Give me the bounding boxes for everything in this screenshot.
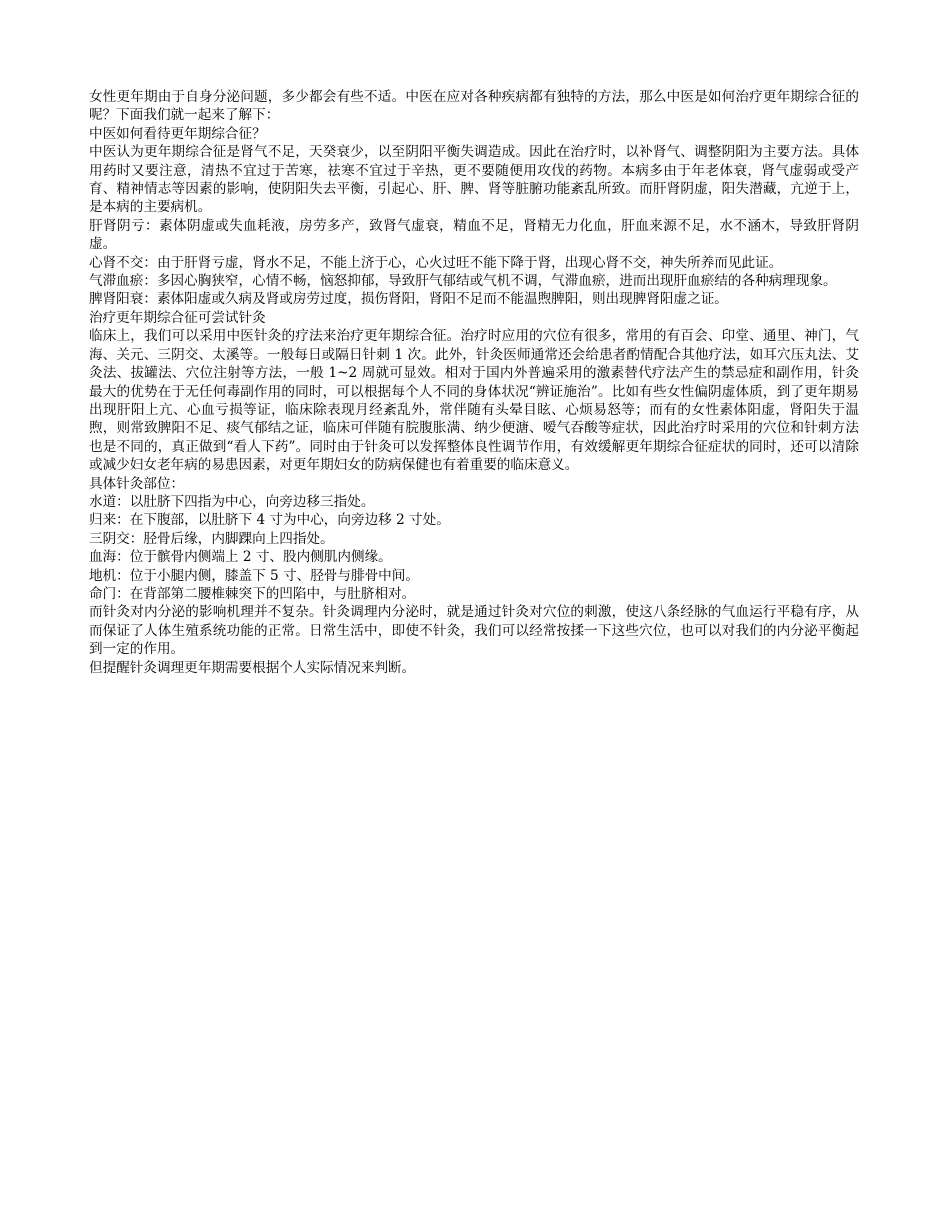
section-heading-tcm-view: 中医如何看待更年期综合征？ (89, 125, 266, 142)
acupoint-guilai: 归来：在下腹部，以肚脐下 4 寸为中心，向旁边移 2 寸处。 (89, 512, 450, 529)
syndrome-heart-kidney-disharmony: 心肾不交：由于肝肾亏虚，肾水不足，不能上济于心，心火过旺不能下降于肾，出现心肾不交，神失所养而见此证。 (89, 254, 783, 271)
acupoint-xuehai: 血海：位于髌骨内侧端上 2 寸、股内侧肌内侧缘。 (89, 549, 392, 566)
acupoint-sanyinjiao: 三阴交：胫骨后缘，内脚踝向上四指处。 (89, 530, 334, 547)
acupoint-mingmen: 命门：在背部第二腰椎棘突下的凹陷中，与肚脐相对。 (89, 585, 416, 602)
acupoint-shuidao: 水道：以肚脐下四指为中心，向旁边移三指处。 (89, 493, 375, 510)
syndrome-liver-kidney-yin-deficiency: 肝肾阴亏：素体阴虚或失血耗液，房劳多产，致肾气虚衰，精血不足，肾精无力化血，肝血来源不足，水不涵木，导致肝肾阴虚。 (89, 217, 859, 253)
acupoint-diji: 地机：位于小腿内侧，膝盖下 5 寸、胫骨与腓骨中间。 (89, 567, 419, 584)
intro-paragraph: 女性更年期由于自身分泌问题，多少都会有些不适。中医在应对各种疾病都有独特的方法，那么中医是如何治疗更年期综合征的呢？下面我们就一起来了解下： (89, 89, 859, 124)
syndrome-qi-stagnation-blood-stasis: 气滞血瘀：多因心胸狭窄，心情不畅，恼怒抑郁，导致肝气郁结或气机不调，气滞血瘀，进而出现肝血瘀结的各种病理现象。 (89, 273, 837, 290)
syndrome-spleen-kidney-yang-decline: 脾肾阳衰：素体阳虚或久病及肾或房劳过度，损伤肾阳，肾阳不足而不能温煦脾阳，则出现脾肾阳虚之证。 (89, 291, 728, 308)
tcm-view-paragraph: 中医认为更年期综合征是肾气不足，天癸衰少，以至阴阳平衡失调造成。因此在治疗时，以补肾气、调整阴阳为主要方法。具体用药时又要注意，清热不宜过于苦寒，祛寒不宜过于辛热，更不要随便用攻伐的药物。本病多由于年老体衰，肾气虚弱或受产育、精神情志等因素的影响，使阴阳失去平衡，引起心、肝、脾、肾等脏腑功能紊乱所致。而肝肾阴虚，阳失潜藏，亢逆于上，是本病的主要病机。 (89, 144, 859, 216)
section-heading-acupoints: 具体针灸部位： (89, 475, 185, 492)
mechanism-paragraph: 而针灸对内分泌的影响机理并不复杂。针灸调理内分泌时，就是通过针灸对穴位的刺激，使这八条经脉的气血运行平稳有序，从而保证了人体生殖系统功能的正常。日常生活中，即使不针灸，我们可以经常按揉一下这些穴位，也可以对我们的内分泌平衡起到一定的作用。 (89, 604, 859, 658)
section-heading-acupuncture: 治疗更年期综合征可尝试针灸 (89, 309, 266, 326)
acupuncture-paragraph: 临床上，我们可以采用中医针灸的疗法来治疗更年期综合征。治疗时应用的穴位有很多，常用的有百会、印堂、通里、神门，气海、关元、三阴交、太溪等。一般每日或隔日针刺 1 次。此外，针灸医师通常还会给患者酌情配合其他疗法，如耳穴压丸法、艾灸法、拔罐法、穴位注射等方法，一般 1~2 周就可显效。相对于国内外普遍采用的激素替代疗法产生的禁忌症和副作用，针灸最大的优势在于无任何毒副作用的同时，可以根据每个人不同的身体状况“辨证施治”。比如有些女性偏阴虚体质，到了更年期易出现肝阳上亢、心血亏损等证，临床除表现月经紊乱外，常伴随有头晕目眩、心烦易怒等；而有的女性素体阳虚，肾阳失于温煦，则常致脾阳不足、痰气郁结之证，临床可伴随有脘腹胀满、纳少便溏、嗳气吞酸等症状，因此治疗时采用的穴位和针刺方法也是不同的，真正做到“看人下药”。同时由于针灸可以发挥整体良性调节作用，有效缓解更年期综合征症状的同时，还可以清除或减少妇女老年病的易患因素，对更年期妇女的防病保健也有着重要的临床意义。 (89, 328, 859, 474)
closing-reminder: 但提醒针灸调理更年期需要根据个人实际情况来判断。 (89, 659, 416, 676)
article-body (89, 88, 859, 677)
